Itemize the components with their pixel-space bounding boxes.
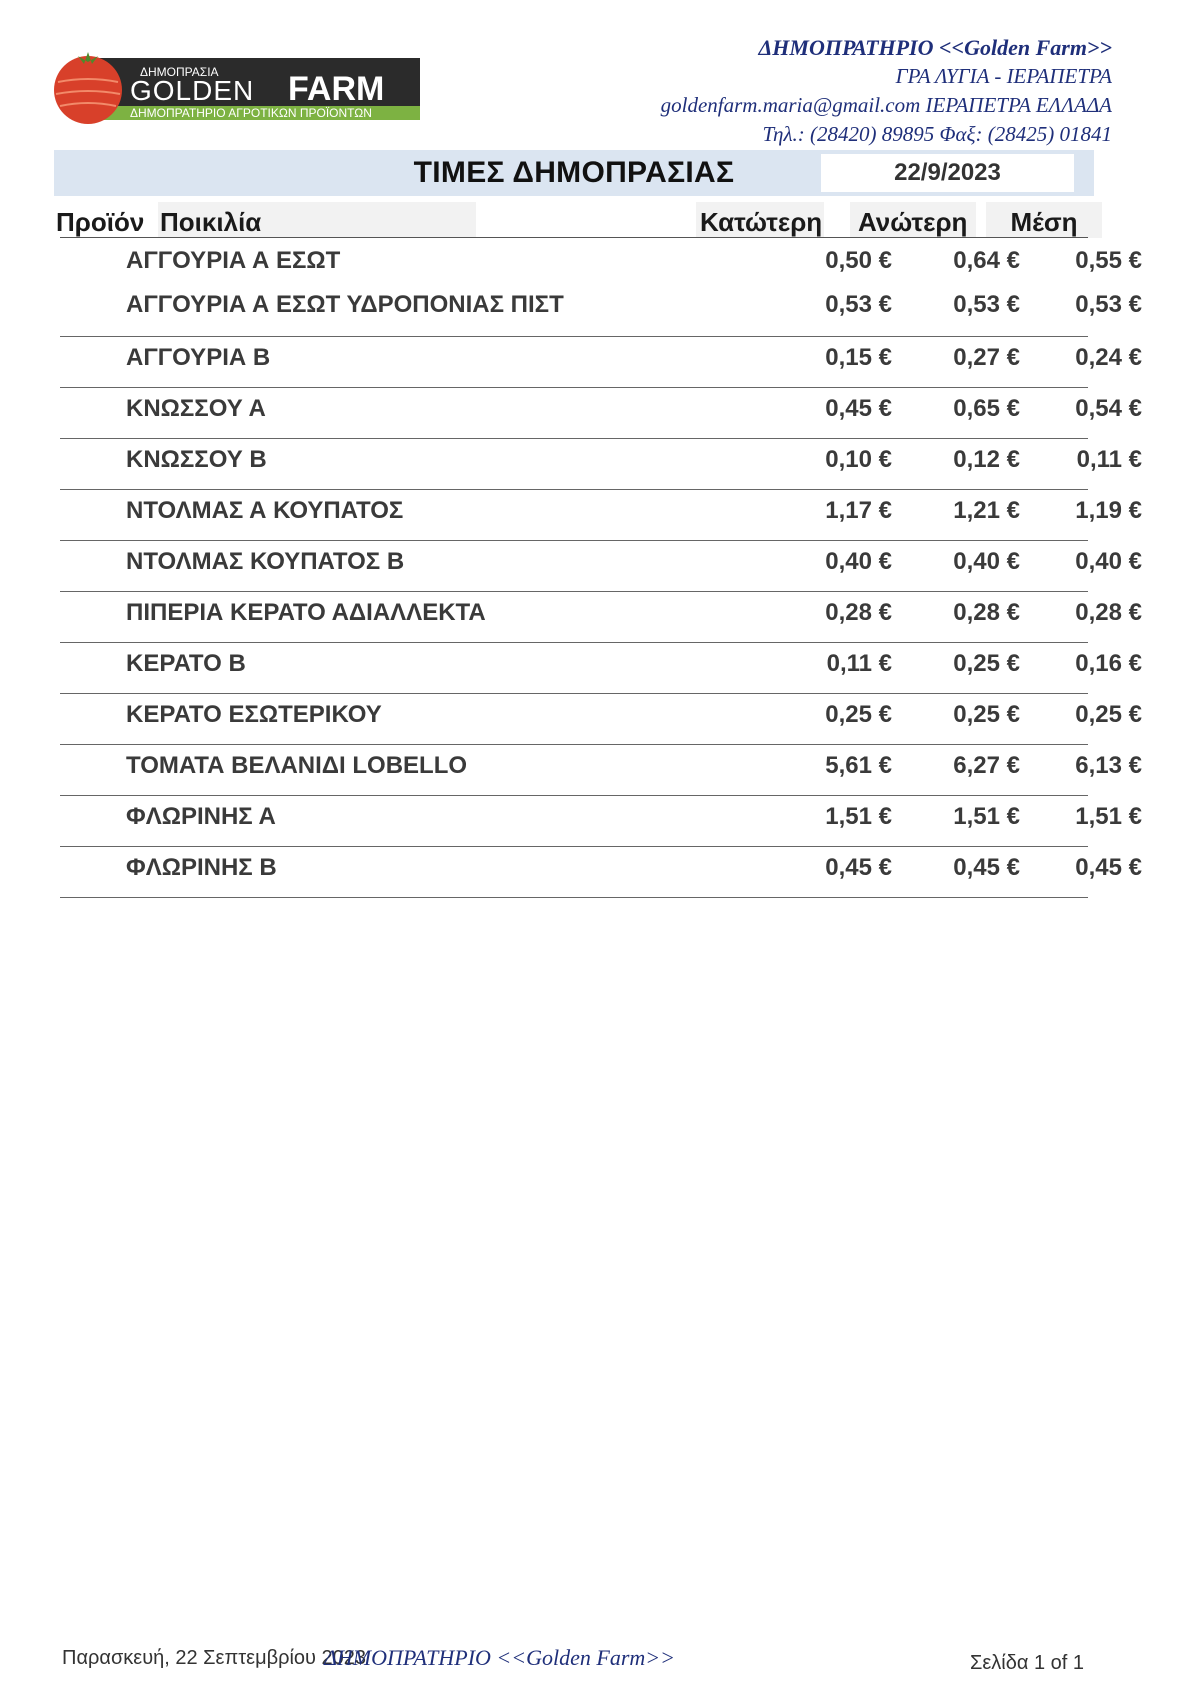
price-low: 0,40 € xyxy=(825,548,892,575)
variety-name: ΦΛΩΡΙΝΗΣ Β xyxy=(126,854,277,881)
golden-farm-logo xyxy=(52,48,420,126)
price-low: 1,51 € xyxy=(825,803,892,830)
footer-page-number: Σελίδα 1 of 1 xyxy=(970,1652,1085,1674)
price-avg: 0,16 € xyxy=(1075,650,1142,677)
table-row xyxy=(60,847,1142,898)
price-low: 0,15 € xyxy=(825,344,892,371)
price-low: 0,28 € xyxy=(825,599,892,626)
table-row xyxy=(60,541,1142,592)
footer-company: ΔΗΜΟΠΡΑΤΗΡΙΟ <<Golden Farm>> xyxy=(324,1645,675,1670)
price-avg: 0,24 € xyxy=(1075,344,1142,371)
price-low: 5,61 € xyxy=(825,752,892,779)
price-avg: 0,55 € xyxy=(1075,247,1142,274)
variety-name: ΚΝΩΣΣΟΥ Β xyxy=(126,446,267,473)
logo-top-text: ΔΗΜΟΠΡΑΣΙΑ xyxy=(140,65,219,79)
price-high: 0,40 € xyxy=(953,548,1020,575)
variety-name: ΝΤΟΛΜΑΣ ΚΟΥΠΑΤΟΣ Β xyxy=(126,548,405,575)
company-address: ΓΡΑ ΛΥΓΙΑ - ΙΕΡΑΠΕΤΡΑ xyxy=(895,64,1112,88)
price-high: 1,51 € xyxy=(953,803,1020,830)
variety-name: ΑΓΓΟΥΡΙΑ Β xyxy=(126,344,271,371)
company-phone: Τηλ.: (28420) 89895 Φαξ: (28425) 01841 xyxy=(762,122,1112,146)
price-avg: 6,13 € xyxy=(1075,752,1142,779)
table-row xyxy=(60,592,1142,643)
price-high: 1,21 € xyxy=(953,497,1020,524)
price-avg: 0,53 € xyxy=(1075,291,1142,318)
price-high: 0,28 € xyxy=(953,599,1020,626)
price-avg: 1,51 € xyxy=(1075,803,1142,830)
logo-brand-right: FARM xyxy=(288,70,385,108)
footer-date: Παρασκευή, 22 Σεπτεμβρίου 2023 xyxy=(62,1647,367,1669)
table-row xyxy=(60,337,1142,388)
variety-name: ΠΙΠΕΡΙΑ ΚΕΡΑΤΟ ΑΔΙΑΛΛΕΚΤΑ xyxy=(126,599,486,626)
variety-name: ΚΕΡΑΤΟ Β xyxy=(126,650,246,677)
price-low: 0,45 € xyxy=(825,854,892,881)
price-low: 0,10 € xyxy=(825,446,892,473)
price-low: 0,11 € xyxy=(826,650,892,677)
price-avg: 1,19 € xyxy=(1075,497,1142,524)
company-name: ΔΗΜΟΠΡΑΤΗΡΙΟ <<Golden Farm>> xyxy=(758,35,1112,60)
price-high: 0,27 € xyxy=(953,344,1020,371)
price-low: 0,25 € xyxy=(825,701,892,728)
price-high: 0,53 € xyxy=(953,291,1020,318)
logo-brand-left: GOLDEN xyxy=(130,75,255,106)
variety-name: ΤΟΜΑΤΑ ΒΕΛΑΝΙΔΙ LOBELLO xyxy=(126,752,468,779)
page-title: ΤΙΜΕΣ ΔΗΜΟΠΡΑΣΙΑΣ xyxy=(413,156,735,189)
price-high: 0,25 € xyxy=(953,701,1020,728)
price-avg: 0,54 € xyxy=(1075,395,1142,422)
variety-name: ΚΕΡΑΤΟ ΕΣΩΤΕΡΙΚΟΥ xyxy=(126,701,382,728)
table-row xyxy=(60,643,1142,694)
table-row xyxy=(60,439,1142,490)
price-table xyxy=(60,240,1142,898)
table-row xyxy=(60,796,1142,847)
price-avg: 0,25 € xyxy=(1075,701,1142,728)
logo-tagline: ΔΗΜΟΠΡΑΤΗΡΙΟ ΑΓΡΟΤΙΚΩΝ ΠΡΟΪΟΝΤΩΝ xyxy=(130,106,372,120)
variety-name: ΝΤΟΛΜΑΣ Α ΚΟΥΠΑΤΟΣ xyxy=(126,497,404,524)
price-high: 6,27 € xyxy=(953,752,1020,779)
variety-name: ΑΓΓΟΥΡΙΑ Α ΕΣΩΤ ΥΔΡΟΠΟΝΙΑΣ ΠΙΣΤ xyxy=(126,291,564,318)
col-variety: Ποικιλία xyxy=(158,202,476,238)
variety-name: ΦΛΩΡΙΝΗΣ Α xyxy=(126,803,276,830)
company-info xyxy=(661,33,1112,149)
col-product: Προϊόν xyxy=(56,202,146,238)
header-rule xyxy=(60,237,1088,238)
table-row xyxy=(60,240,1142,337)
company-email: goldenfarm.maria@gmail.com ΙΕΡΑΠΕΤΡΑ ΕΛΛΑΔΑ xyxy=(660,93,1112,117)
table-row xyxy=(60,745,1142,796)
price-avg: 0,40 € xyxy=(1075,548,1142,575)
price-low: 0,53 € xyxy=(825,291,892,318)
price-low: 1,17 € xyxy=(825,497,892,524)
auction-date: 22/9/2023 xyxy=(821,154,1074,192)
table-row xyxy=(60,388,1142,439)
price-avg: 0,28 € xyxy=(1075,599,1142,626)
col-low: Κατώτερη xyxy=(696,202,824,238)
table-row xyxy=(60,490,1142,541)
col-high: Ανώτερη xyxy=(850,202,976,238)
price-avg: 0,45 € xyxy=(1075,854,1142,881)
title-band xyxy=(54,150,1094,196)
table-row xyxy=(60,694,1142,745)
col-avg: Μέση xyxy=(986,202,1102,238)
price-high: 0,12 € xyxy=(953,446,1020,473)
variety-name: ΚΝΩΣΣΟΥ Α xyxy=(126,395,266,422)
price-high: 0,25 € xyxy=(953,650,1020,677)
price-high: 0,65 € xyxy=(953,395,1020,422)
price-high: 0,64 € xyxy=(953,247,1020,274)
price-low: 0,45 € xyxy=(825,395,892,422)
price-avg: 0,11 € xyxy=(1076,446,1142,473)
price-low: 0,50 € xyxy=(825,247,892,274)
variety-name: ΑΓΓΟΥΡΙΑ Α ΕΣΩΤ xyxy=(126,247,341,274)
price-high: 0,45 € xyxy=(953,854,1020,881)
